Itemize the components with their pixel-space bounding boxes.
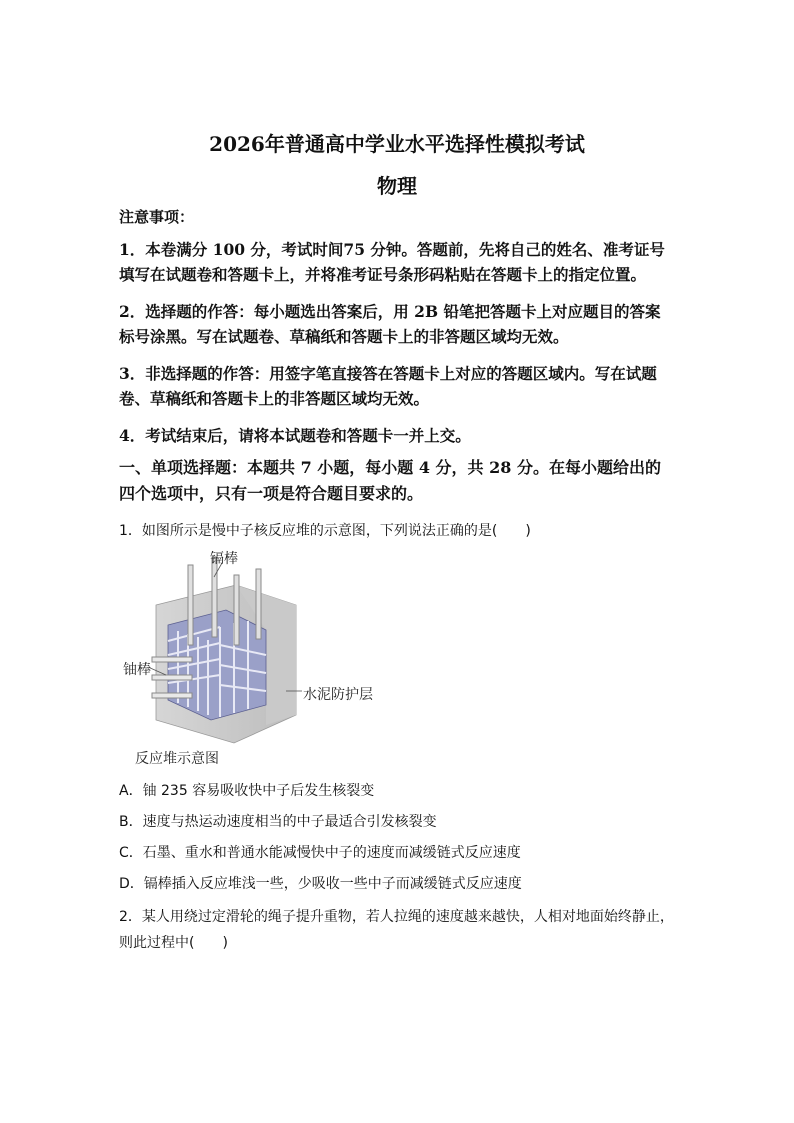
question-1-stem: 1．如图所示是慢中子核反应堆的示意图，下列说法正确的是( ): [119, 523, 531, 539]
notice-item-2: 2．选择题的作答：每小题选出答案后，用 2B 铅笔把答题卡上对应题目的答案标号涂黑。写在试题卷、草稿纸和答题卡上的非答题区域均无效。: [119, 302, 661, 346]
label-concrete-shield: 水泥防护层: [303, 687, 373, 703]
label-cadmium-rod: 镉棒: [210, 551, 238, 567]
q1-option-d: D．镉棒插入反应堆浅一些，少吸收一些中子而减缓链式反应速度: [119, 876, 522, 892]
q1-option-b: B．速度与热运动速度相当的中子最适合引发核裂变: [119, 814, 437, 830]
exam-title: 2026年普通高中学业水平选择性模拟考试: [209, 132, 585, 156]
notice-heading: 注意事项：: [119, 208, 195, 226]
q1-option-a: A．铀 235 容易吸收快中子后发生核裂变: [119, 783, 375, 799]
notice-item-3: 3．非选择题的作答：用签字笔直接答在答题卡上对应的答题区域内。写在试题卷、草稿纸和答题卡上的非答题区域均无效。: [119, 364, 657, 408]
subject-title: 物理: [377, 174, 417, 198]
figure-caption: 反应堆示意图: [135, 751, 219, 767]
section-heading: 一、单项选择题：本题共 7 小题，每小题 4 分，共 28 分。在每小题给出的四个选项中，只有一项是符合题目要求的。: [119, 458, 661, 503]
q1-option-c: C．石墨、重水和普通水能减慢快中子的速度而减缓链式反应速度: [119, 845, 521, 861]
label-uranium-rod: 铀棒: [123, 662, 151, 678]
notice-item-1: 1．本卷满分 100 分，考试时间75 分钟。答题前，先将自己的姓名、准考证号填写在试题卷和答题卡上，并将准考证号条形码粘贴在答题卡上的指定位置。: [119, 240, 665, 284]
notice-item-4: 4．考试结束后，请将本试题卷和答题卡一并上交。: [119, 426, 471, 445]
reactor-figure: [116, 545, 406, 770]
question-2-stem: 2．某人用绕过定滑轮的绳子提升重物，若人拉绳的速度越来越快，人相对地面始终静止，则此过程中( ): [119, 909, 674, 951]
